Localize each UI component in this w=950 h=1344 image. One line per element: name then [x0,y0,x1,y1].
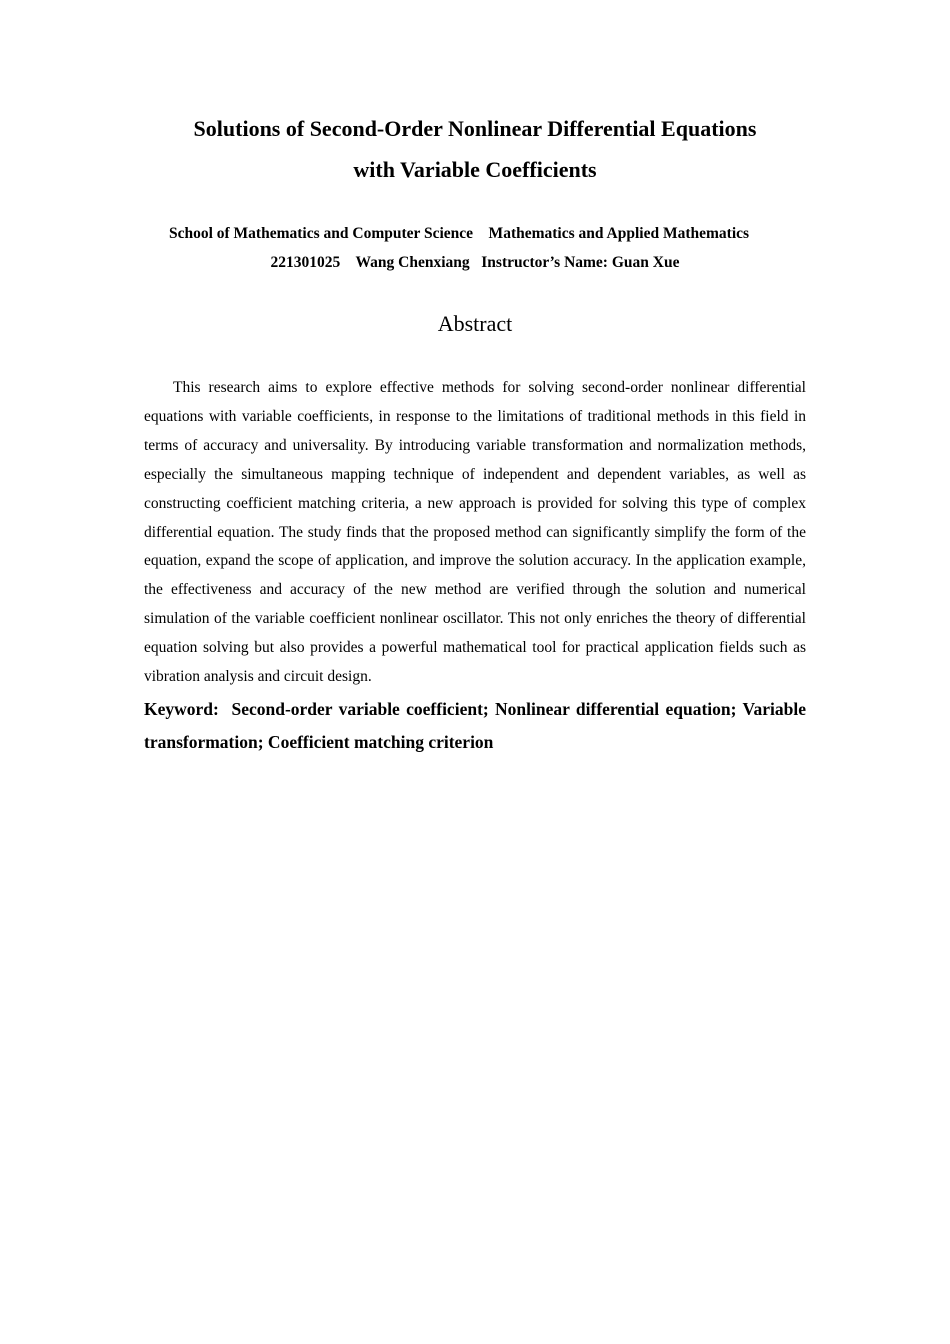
keywords [144,693,806,759]
affiliation-line-2: 221301025 Wang Chenxiang Instructor’s Name: Guan Xue [270,254,680,271]
paper-title-line-2: with Variable Coefficients [353,157,597,182]
paper-title-line-1: Solutions of Second-Order Nonlinear Differential Equations [193,116,757,141]
abstract-body: This research aims to explore effective methods for solving second-order nonlinear differential equations with variable coefficients, in response to the limitations of traditional methods in this field in terms of accuracy and universality. By introducing variable transformation and normalization methods, especially the simultaneous mapping technique of independent and dependent variables, as well as constructing coefficient matching criteria, a new approach is provided for solving this type of complex differential equation. The study finds that the proposed method can significantly simplify the form of the equation, expand the scope of application, and improve the solution accuracy. In the application example, the effectiveness and accuracy of the new method are verified through the solution and numerical simulation of the variable coefficient nonlinear oscillator. This not only enriches the theory of differential equation solving but also provides a powerful mathematical tool for practical application fields such as vibration analysis and circuit design. [144,379,806,686]
abstract-heading: Abstract [437,311,513,336]
affiliation-line-1: School of Mathematics and Computer Science Mathematics and Applied Mathematics [168,225,750,242]
keyword-label: Keyword: [144,699,232,719]
keyword-list: Second-order variable coefficient; Nonlinear differential equation; Variable transformation; Coefficient matching criterion [144,699,806,752]
